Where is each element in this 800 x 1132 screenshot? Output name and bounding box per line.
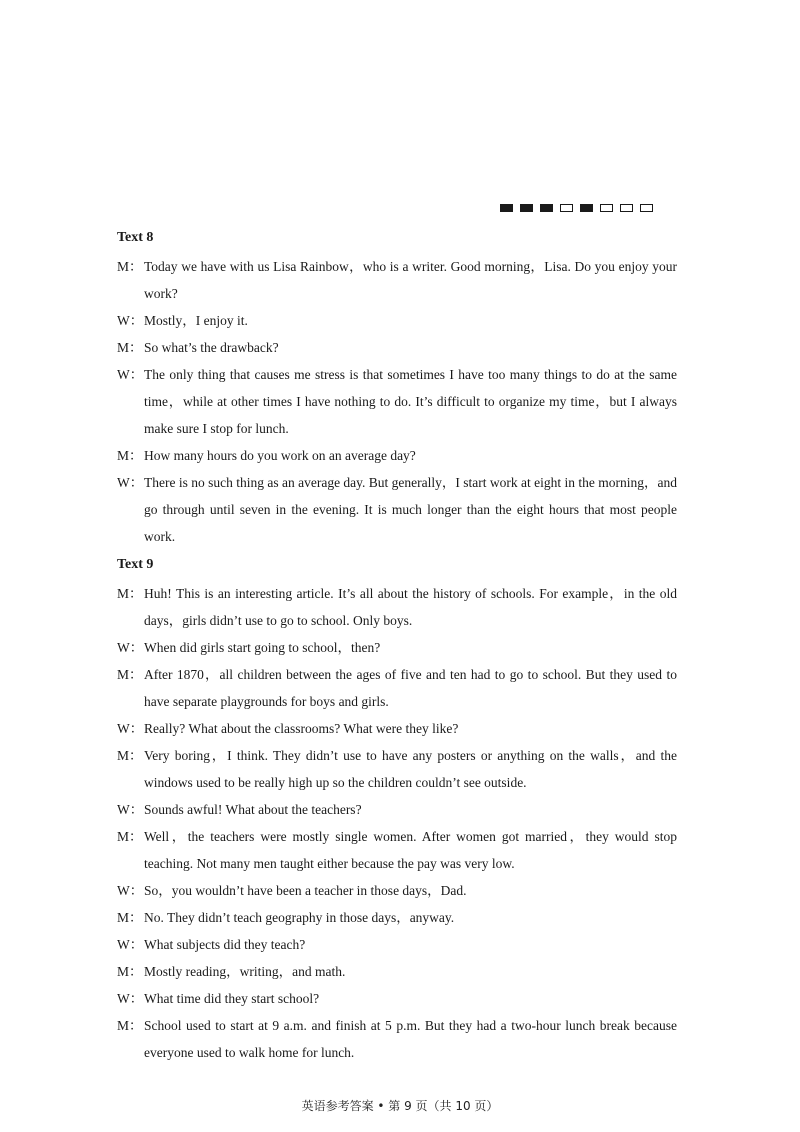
dialogue-line bbox=[117, 715, 677, 742]
filled-square-icon bbox=[520, 204, 533, 212]
speaker-label: M： bbox=[117, 964, 143, 979]
dialogue-line bbox=[117, 823, 677, 877]
dialogue-line bbox=[117, 742, 677, 796]
speaker-label: W： bbox=[117, 640, 144, 655]
speech-text: After 1870，all children between the ages of five and ten had to go to school. But they used to have separate playgrounds for boys and girls. bbox=[144, 667, 677, 709]
speaker-label: W： bbox=[117, 721, 144, 736]
empty-square-icon bbox=[600, 204, 613, 212]
speech-text: No. They didn’t teach geography in those days，anyway. bbox=[144, 910, 455, 925]
speech-text: Really? What about the classrooms? What were they like? bbox=[144, 721, 459, 736]
speech-text: Well，the teachers were mostly single women. After women got married，they would stop teaching. Not many men taught either because the pay was very low. bbox=[144, 829, 677, 871]
text-8-section bbox=[117, 229, 677, 550]
speaker-label: M： bbox=[117, 667, 143, 682]
speaker-label: M： bbox=[117, 910, 143, 925]
filled-square-icon bbox=[580, 204, 593, 212]
page-footer: 英语参考答案 • 第 9 页（共 10 页） bbox=[301, 1099, 499, 1113]
speaker-label: W： bbox=[117, 313, 144, 328]
speaker-label: W： bbox=[117, 802, 144, 817]
speech-text: Huh! This is an interesting article. It’s all about the history of schools. For example，in the old days，girls didn’t use to go to school. Only boys. bbox=[144, 586, 677, 628]
speech-text: So，you wouldn’t have been a teacher in those days，Dad. bbox=[144, 883, 467, 898]
dialogue-line bbox=[117, 253, 677, 307]
dialogue-line bbox=[117, 442, 677, 469]
speech-text: So what’s the drawback? bbox=[144, 340, 279, 355]
dialogue-line bbox=[117, 904, 677, 931]
speech-text: Mostly，I enjoy it. bbox=[144, 313, 248, 328]
empty-square-icon bbox=[640, 204, 653, 212]
dialogue-line bbox=[117, 985, 677, 1012]
dialogue-line bbox=[117, 796, 677, 823]
text-8-dialogue bbox=[117, 253, 677, 550]
speaker-label: W： bbox=[117, 475, 144, 490]
speech-text: What subjects did they teach? bbox=[144, 937, 306, 952]
empty-square-icon bbox=[620, 204, 633, 212]
empty-square-icon bbox=[560, 204, 573, 212]
dialogue-line bbox=[117, 334, 677, 361]
speaker-label: M： bbox=[117, 829, 143, 844]
speech-text: The only thing that causes me stress is that sometimes I have too many things to do at the same time，while at other times I have nothing to do. It’s difficult to organize my time，but I always make sure I stop for lunch. bbox=[144, 367, 677, 436]
speech-text: Today we have with us Lisa Rainbow，who is a writer. Good morning，Lisa. Do you enjoy your work? bbox=[144, 259, 677, 301]
dialogue-line bbox=[117, 877, 677, 904]
speech-text: There is no such thing as an average day. But generally，I start work at eight in the morning，and go through until seven in the evening. It is much longer than the eight hours that most people work. bbox=[144, 475, 677, 544]
dialogue-line bbox=[117, 1012, 677, 1066]
dialogue-line bbox=[117, 958, 677, 985]
filled-square-icon bbox=[540, 204, 553, 212]
dialogue-line bbox=[117, 469, 677, 550]
speech-text: School used to start at 9 a.m. and finish at 5 p.m. But they had a two-hour lunch break because everyone used to walk home for lunch. bbox=[144, 1018, 677, 1060]
speaker-label: M： bbox=[117, 448, 143, 463]
speaker-label: W： bbox=[117, 991, 144, 1006]
speaker-label: W： bbox=[117, 367, 144, 382]
speaker-label: W： bbox=[117, 883, 144, 898]
speech-text: How many hours do you work on an average day? bbox=[144, 448, 416, 463]
dialogue-line bbox=[117, 634, 677, 661]
dialogue-line bbox=[117, 661, 677, 715]
dialogue-line bbox=[117, 361, 677, 442]
speaker-label: W： bbox=[117, 937, 144, 952]
dialogue-line bbox=[117, 307, 677, 334]
dialogue-line bbox=[117, 580, 677, 634]
dialogue-line bbox=[117, 931, 677, 958]
speech-text: Mostly reading，writing，and math. bbox=[144, 964, 346, 979]
speech-text: What time did they start school? bbox=[144, 991, 320, 1006]
text-8-heading: Text 8 bbox=[117, 230, 154, 245]
text-9-section bbox=[117, 556, 677, 1066]
text-9-heading: Text 9 bbox=[117, 557, 154, 572]
filled-square-icon bbox=[500, 204, 513, 212]
speech-text: When did girls start going to school，then? bbox=[144, 640, 381, 655]
speaker-label: M： bbox=[117, 586, 143, 601]
text-9-dialogue bbox=[117, 580, 677, 1066]
speech-text: Sounds awful! What about the teachers? bbox=[144, 802, 362, 817]
speaker-label: M： bbox=[117, 259, 143, 274]
page-progress-marks bbox=[500, 204, 653, 212]
speaker-label: M： bbox=[117, 340, 143, 355]
speaker-label: M： bbox=[117, 748, 143, 763]
speech-text: Very boring，I think. They didn’t use to have any posters or anything on the walls，and the windows used to be really high up so the children couldn’t see outside. bbox=[144, 748, 677, 790]
speaker-label: M： bbox=[117, 1018, 143, 1033]
